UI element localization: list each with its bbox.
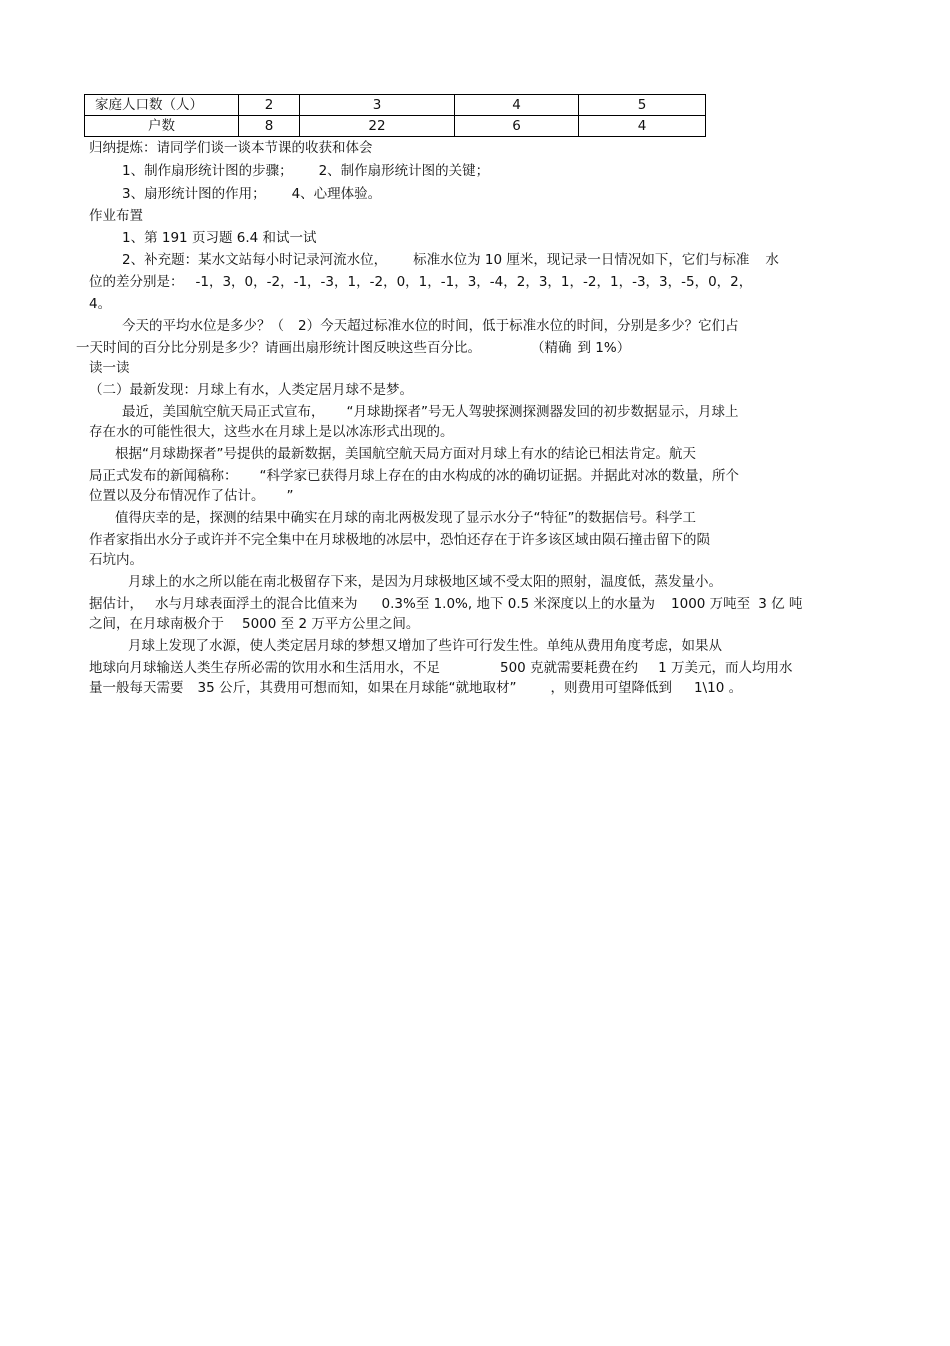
text-fragment: 位的差分别是： — [89, 274, 184, 290]
table-cell: 4 — [455, 95, 579, 116]
summary-item-4: 4、心理体验。 — [291, 186, 382, 202]
text-fragment: ” — [286, 488, 294, 504]
table-cell: 5 — [579, 95, 706, 116]
paragraph-line — [89, 594, 802, 614]
reading-heading: 读一读 — [89, 360, 130, 376]
text-fragment: 局正式发布的新闻稿称： — [89, 468, 238, 484]
paragraph-line — [122, 402, 739, 422]
household-table — [84, 94, 706, 137]
paragraph-line — [89, 486, 294, 506]
table-cell: 3 — [300, 95, 455, 116]
table-cell: 户数 — [85, 116, 239, 137]
paragraph-line: 月球上的水之所以能在南北极留存下来，是因为月球极地区域不受太阳的照射，温度低，蒸发量小。 — [128, 574, 722, 590]
paragraph-line — [89, 678, 742, 698]
summary-item-2: 2、制作扇形统计图的关键； — [318, 163, 490, 179]
paragraph-line — [89, 466, 739, 486]
text-fragment: 0.3%至 1.0%, 地下 0.5 米深度以上的水量为 — [381, 596, 656, 612]
paragraph-line: 存在水的可能性很大，这些水在月球上是以冰冻形式出现的。 — [89, 424, 454, 440]
table-cell: 22 — [300, 116, 455, 137]
text-fragment: 最近，美国航空航天局正式宣布， — [122, 404, 325, 420]
text-fragment: 位置以及分布情况作了估计。 — [89, 488, 265, 504]
text-fragment: “月球勘探者”号无人驾驶探测探测器发回的初步数据显示，月球上 — [346, 404, 739, 420]
question-line — [76, 338, 630, 358]
water-level-values — [89, 272, 752, 292]
text-fragment: 1\10 。 — [693, 680, 743, 696]
table-row — [85, 95, 706, 116]
text-fragment: 1 万美元，而人均用水 — [658, 660, 793, 676]
text-fragment: 据估计， — [89, 596, 143, 612]
paragraph-line: 月球上发现了水源，使人类定居月球的梦想又增加了些许可行发生性。单纯从费用角度考虑，如果从 — [128, 638, 722, 654]
text-fragment: 35 公斤，其费用可想而知，如果在月球能“就地取材” — [197, 680, 517, 696]
text-fragment: ，则费用可望降低到 — [550, 680, 672, 696]
homework-item-2 — [122, 250, 779, 270]
table-cell: 6 — [455, 116, 579, 137]
text-fragment: 2、补充题：某水文站每小时记录河流水位， — [122, 252, 388, 268]
text-fragment: -1，3，0，-2，-1，-3，1，-2，0，1，-1，3，-4，2，3，1，-2，1，-3，3，-5，0，2， — [195, 274, 753, 290]
paragraph-line — [89, 614, 419, 634]
table-row — [85, 116, 706, 137]
question-line — [122, 316, 739, 336]
text-fragment: 2）今天超过标准水位的时间，低于标准水位的时间，分别是多少？它们占 — [298, 318, 739, 334]
summary-item — [122, 184, 381, 204]
water-level-values-end: 4。 — [89, 296, 112, 312]
text-fragment: 水 — [765, 252, 779, 268]
summary-item-3: 3、扇形统计图的作用； — [122, 186, 266, 202]
summary-item-1: 1、制作扇形统计图的步骤； — [122, 163, 293, 179]
text-fragment: 3 亿 吨 — [758, 596, 803, 612]
table-cell: 8 — [239, 116, 300, 137]
text-fragment: 地球向月球输送人类生存所必需的饮用水和生活用水，不足 — [89, 660, 440, 676]
table-cell: 4 — [579, 116, 706, 137]
summary-heading: 归纳提炼：请同学们谈一谈本节课的收获和体会 — [89, 140, 373, 156]
summary-item — [122, 161, 489, 181]
text-fragment: 500 克就需要耗费在约 — [500, 660, 639, 676]
text-fragment: 一天时间的百分比分别是多少？请画出扇形统计图反映这些百分比。 — [76, 340, 481, 356]
homework-item-1: 1、第 191 页习题 6.4 和试一试 — [122, 230, 317, 246]
text-fragment: 今天的平均水位是多少？（ — [122, 318, 284, 334]
text-fragment: 量一般每天需要 — [89, 680, 184, 696]
paragraph-line — [89, 658, 792, 678]
reading-subtitle: （二）最新发现：月球上有水，人类定居月球不是梦。 — [89, 382, 413, 398]
table-cell: 家庭人口数（人） — [85, 95, 239, 116]
text-fragment: 1000 万吨至 — [671, 596, 751, 612]
paragraph-line: 值得庆幸的是，探测的结果中确实在月球的南北两极发现了显示水分子“特征”的数据信号。科学工 — [115, 510, 696, 526]
text-fragment: “科学家已获得月球上存在的由水构成的冰的确切证据。并据此对冰的数量，所个 — [259, 468, 739, 484]
text-fragment: 之间，在月球南极介于 — [89, 616, 224, 632]
paragraph-line: 作者家指出水分子或许并不完全集中在月球极地的冰层中，恐怕还存在于许多该区域由陨石撞击留下的陨 — [89, 532, 710, 548]
text-fragment: 5000 至 2 万平方公里之间。 — [242, 616, 420, 632]
table-cell: 2 — [239, 95, 300, 116]
text-fragment: （精确 — [531, 340, 572, 356]
text-fragment: 到 1%） — [577, 340, 631, 356]
paragraph-line: 根据“月球勘探者”号提供的最新数据，美国航空航天局方面对月球上有水的结论已相法肯定。航天 — [115, 446, 696, 462]
text-fragment: 标准水位为 10 厘米，现记录一日情况如下，它们与标准 — [413, 252, 750, 268]
paragraph-line: 石坑内。 — [89, 552, 143, 568]
text-fragment: 水与月球表面浮土的混合比值来为 — [155, 596, 358, 612]
homework-heading: 作业布置 — [89, 208, 143, 224]
